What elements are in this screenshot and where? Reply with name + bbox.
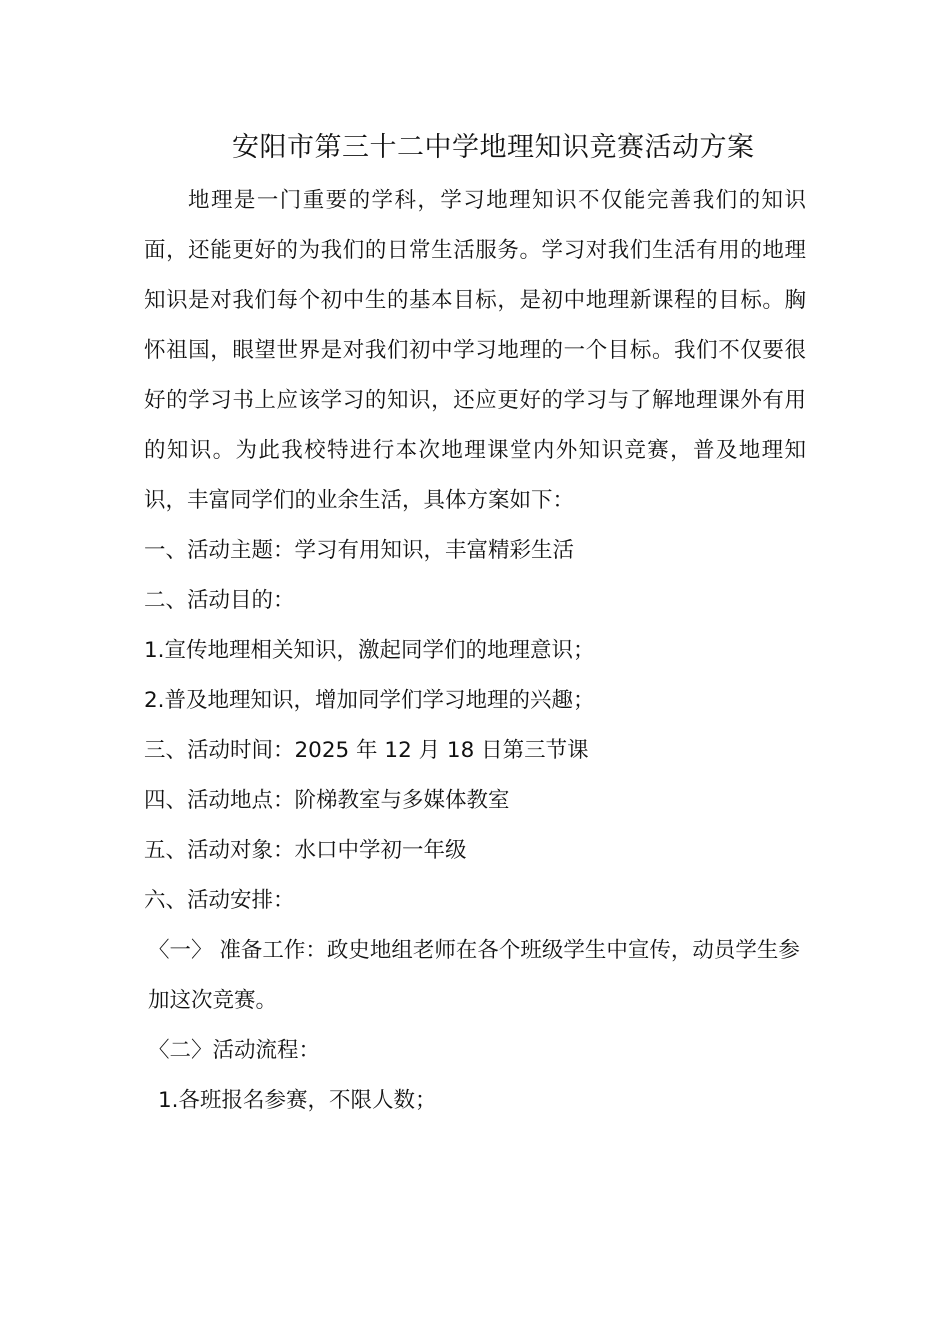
purpose-item-2: 2.普及地理知识，增加同学们学习地理的兴趣； — [144, 688, 595, 713]
section-theme: 一、活动主题：学习有用知识，丰富精彩生活 — [144, 538, 575, 563]
section-purpose-heading: 二、活动目的： — [144, 588, 295, 613]
document-body — [144, 176, 806, 1126]
document-title: 安阳市第三十二中学地理知识竞赛活动方案 — [232, 132, 755, 163]
section-time: 三、活动时间：2025 年 12 月 18 日第三节课 — [144, 738, 589, 763]
section-location: 四、活动地点：阶梯教室与多媒体教室 — [144, 788, 510, 813]
arrangement-prep: 〈一〉 准备工作：政史地组老师在各个班级学生中宣传，动员学生参加这次竞赛。 — [148, 938, 800, 1013]
intro-paragraph: 地理是一门重要的学科，学习地理知识不仅能完善我们的知识面，还能更好的为我们的日常生活服务。学习对我们生活有用的地理知识是对我们每个初中生的基本目标，是初中地理新课程的目标。胸怀祖国，眼望世界是对我们初中学习地理的一个目标。我们不仅要很好的学习书上应该学习的知识，还应更好的学习与了解地理课外有用的知识。为此我校特进行本次地理课堂内外知识竞赛，普及地理知识，丰富同学们的业余生活，具体方案如下： — [144, 188, 806, 513]
flow-item-1: 1.各班报名参赛，不限人数； — [158, 1088, 437, 1113]
arrangement-flow-heading: 〈二〉活动流程： — [148, 1038, 321, 1063]
section-arrangement-heading: 六、活动安排： — [144, 888, 295, 913]
purpose-item-1: 1.宣传地理相关知识，激起同学们的地理意识； — [144, 638, 595, 663]
section-audience: 五、活动对象：水口中学初一年级 — [144, 838, 467, 863]
